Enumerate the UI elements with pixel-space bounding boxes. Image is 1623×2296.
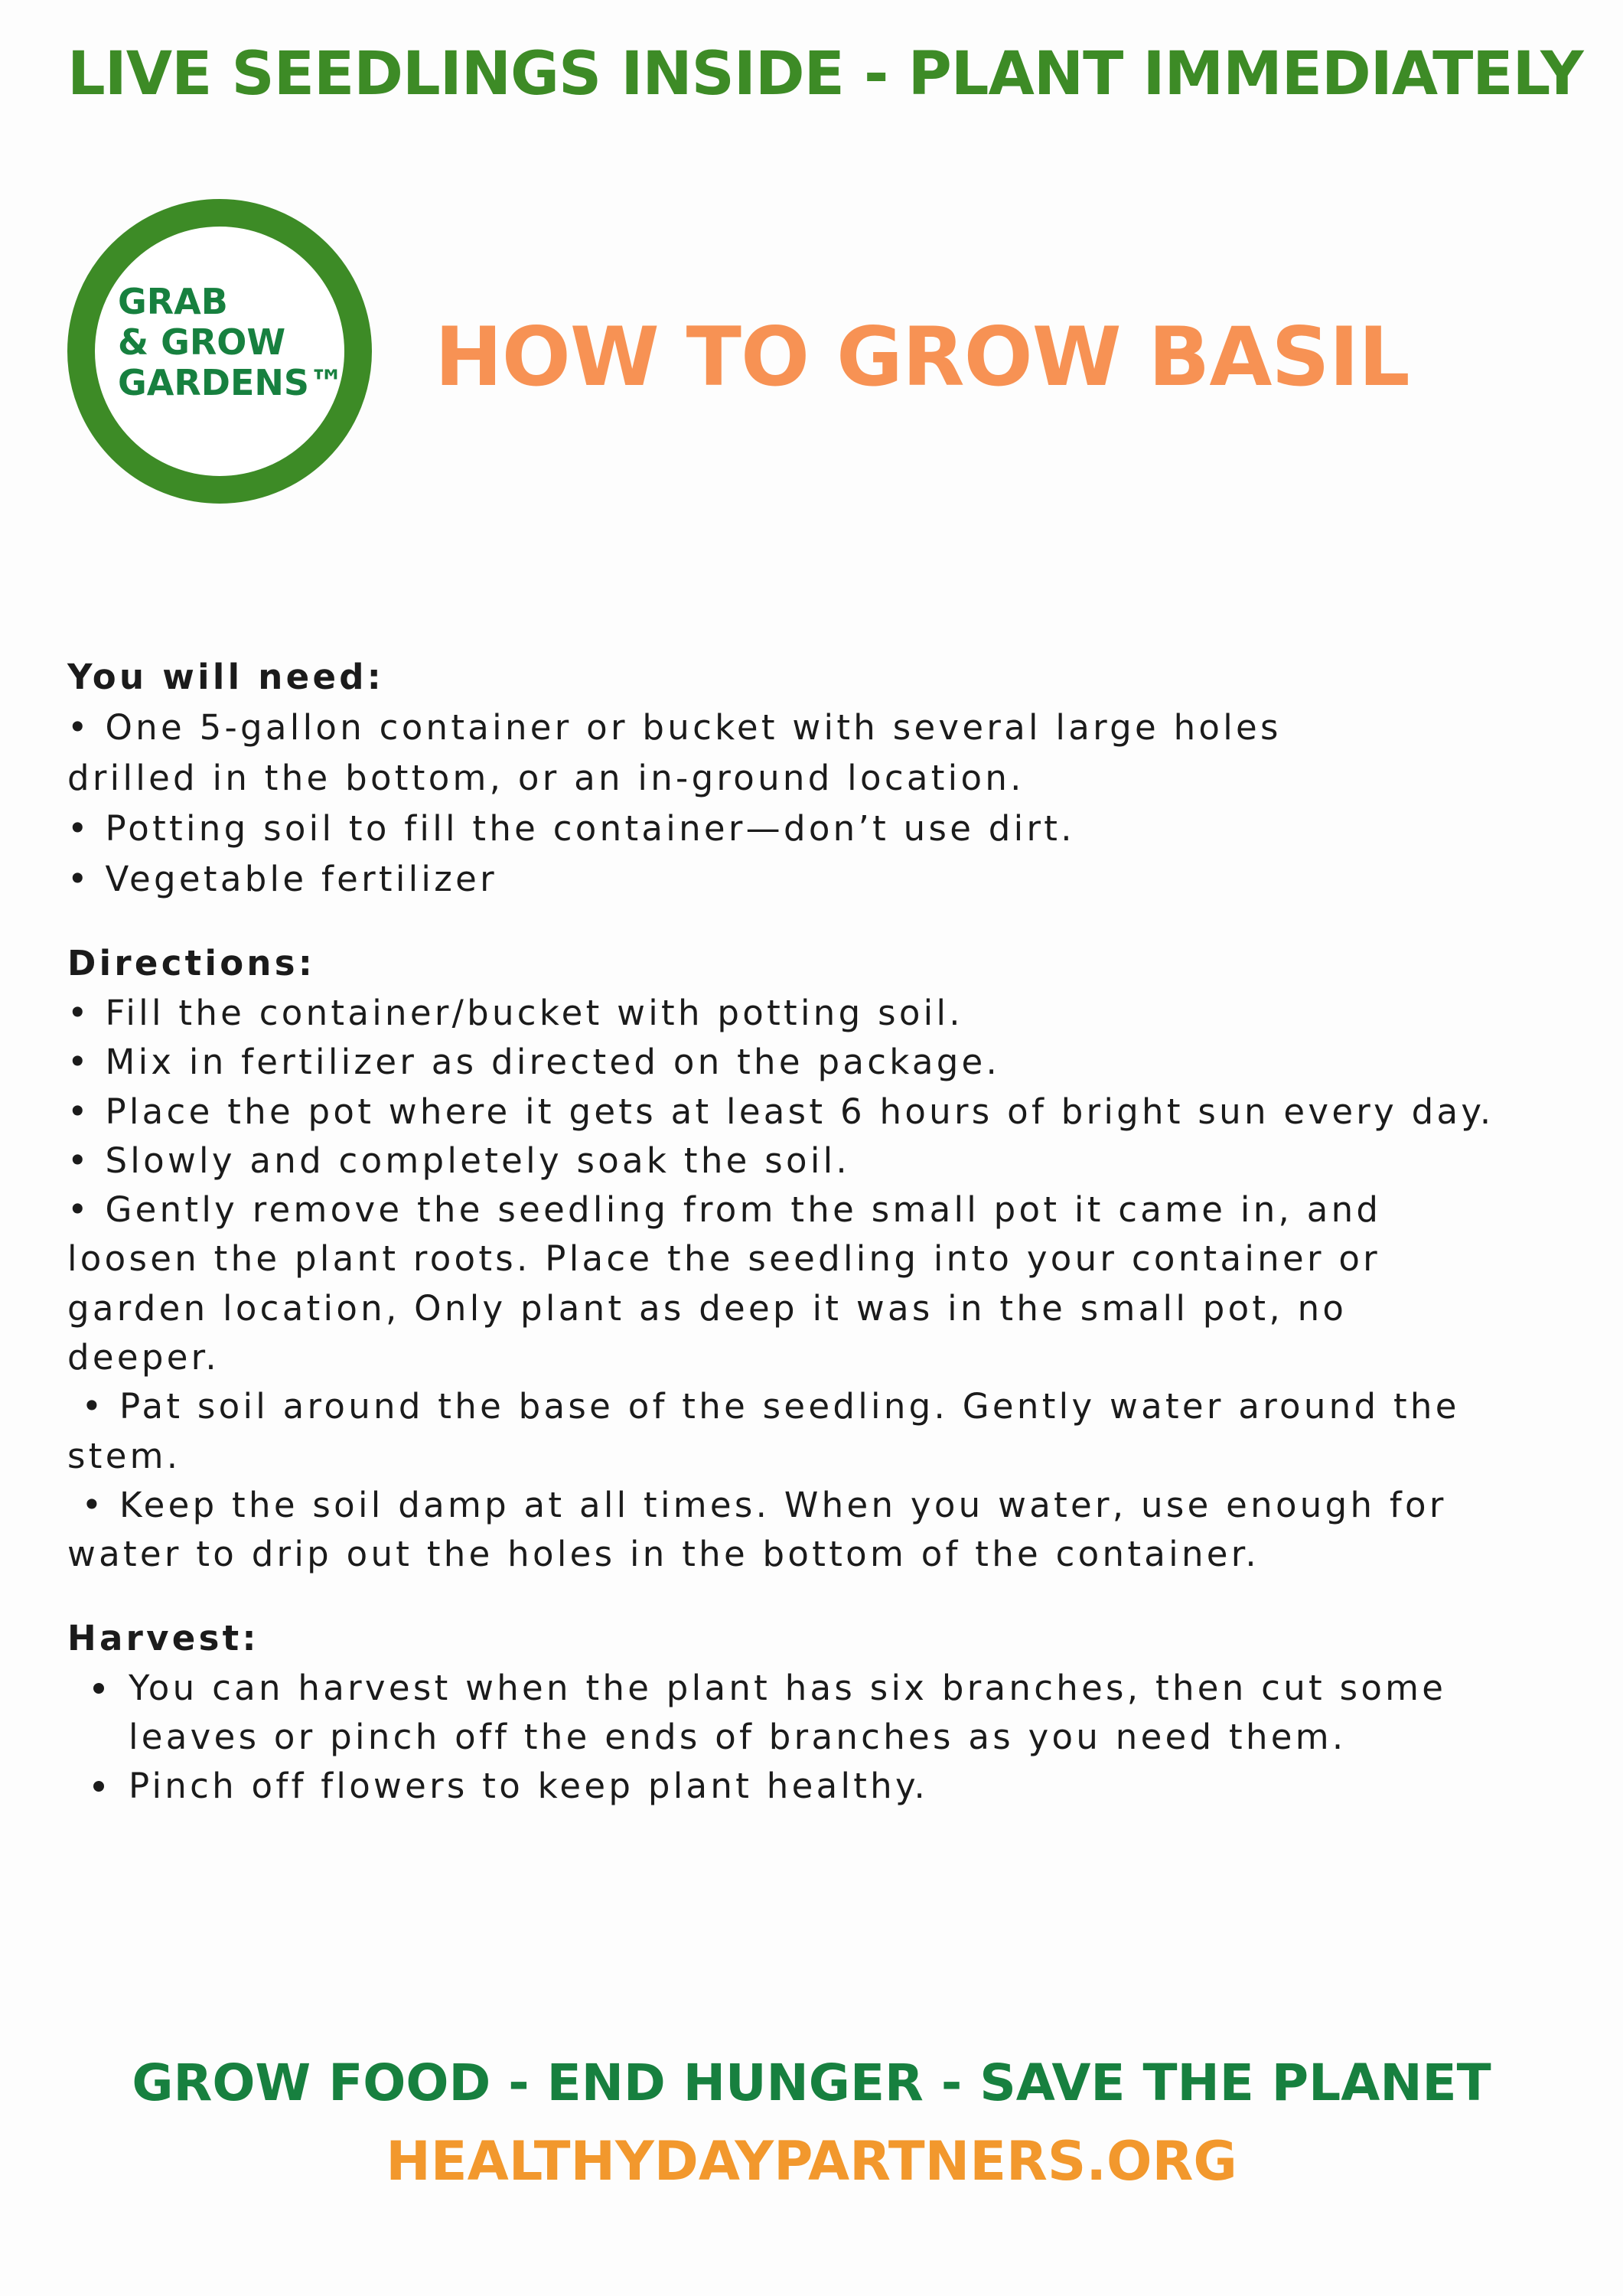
top-banner: LIVE SEEDLINGS INSIDE - PLANT IMMEDIATELY: [67, 40, 1583, 109]
section-spacer: [67, 905, 1598, 938]
harvest-list: [67, 1664, 1598, 1812]
harvest-list-item: [67, 1664, 1598, 1763]
directions-line: • Fill the container/bucket with potting soil.: [67, 993, 963, 1033]
logo-line-grow: & GROW: [118, 321, 286, 363]
directions-line: • Slowly and completely soak the soil.: [67, 1140, 851, 1181]
harvest-heading: Harvest:: [67, 1617, 259, 1658]
directions-line: • Pat soil around the base of the seedling. Gently water around the: [67, 1386, 1460, 1427]
need-line: • One 5-gallon container or bucket with several large holes: [67, 707, 1282, 748]
need-line: drilled in the bottom, or an in-ground location.: [67, 758, 1025, 798]
logo-line-gardens: GARDENS™: [118, 362, 345, 403]
directions-line: loosen the plant roots. Place the seedling into your container or: [67, 1238, 1380, 1280]
bullet-icon: [93, 1781, 104, 1792]
need-line: • Potting soil to fill the container—don’t use dirt.: [67, 808, 1075, 849]
harvest-line: Pinch off flowers to keep plant healthy.: [129, 1766, 929, 1807]
harvest-line: You can harvest when the plant has six branches, then cut some: [129, 1667, 1447, 1708]
need-line: • Vegetable fertilizer: [67, 859, 497, 899]
directions-line: • Gently remove the seedling from the small pot it came in, and: [67, 1189, 1382, 1231]
harvest-line: leaves or pinch off the ends of branches as you need them.: [129, 1716, 1347, 1757]
page-title: HOW TO GROW BASIL: [435, 310, 1410, 404]
harvest-list-item: [67, 1762, 1598, 1811]
directions-line: garden location, Only plant as deep it was in the small pot, no: [67, 1287, 1348, 1329]
grab-and-grow-gardens-logo: [67, 199, 372, 504]
directions-section: [67, 938, 1598, 1580]
instructions-body: [67, 652, 1598, 1811]
logo-line-grab: GRAB: [118, 281, 228, 322]
you-will-need-heading: You will need:: [67, 657, 385, 697]
directions-line: stem.: [67, 1435, 181, 1476]
bullet-icon: [93, 1683, 104, 1694]
directions-line: • Mix in fertilizer as directed on the package.: [67, 1042, 1001, 1083]
directions-line: • Place the pot where it gets at least 6 hours of bright sun every day.: [67, 1091, 1494, 1132]
you-will-need-section: [67, 652, 1598, 905]
harvest-section: [67, 1613, 1598, 1812]
directions-line: water to drip out the holes in the bottom of the container.: [67, 1534, 1260, 1575]
directions-line: • Keep the soil damp at all times. When you water, use enough for: [67, 1484, 1447, 1525]
section-spacer: [67, 1580, 1598, 1613]
directions-line: deeper.: [67, 1337, 220, 1378]
footer-slogan: GROW FOOD - END HUNGER - SAVE THE PLANET: [132, 2053, 1491, 2112]
directions-heading: Directions:: [67, 943, 316, 983]
footer-website-link[interactable]: HEALTHYDAYPARTNERS.ORG: [386, 2130, 1237, 2193]
